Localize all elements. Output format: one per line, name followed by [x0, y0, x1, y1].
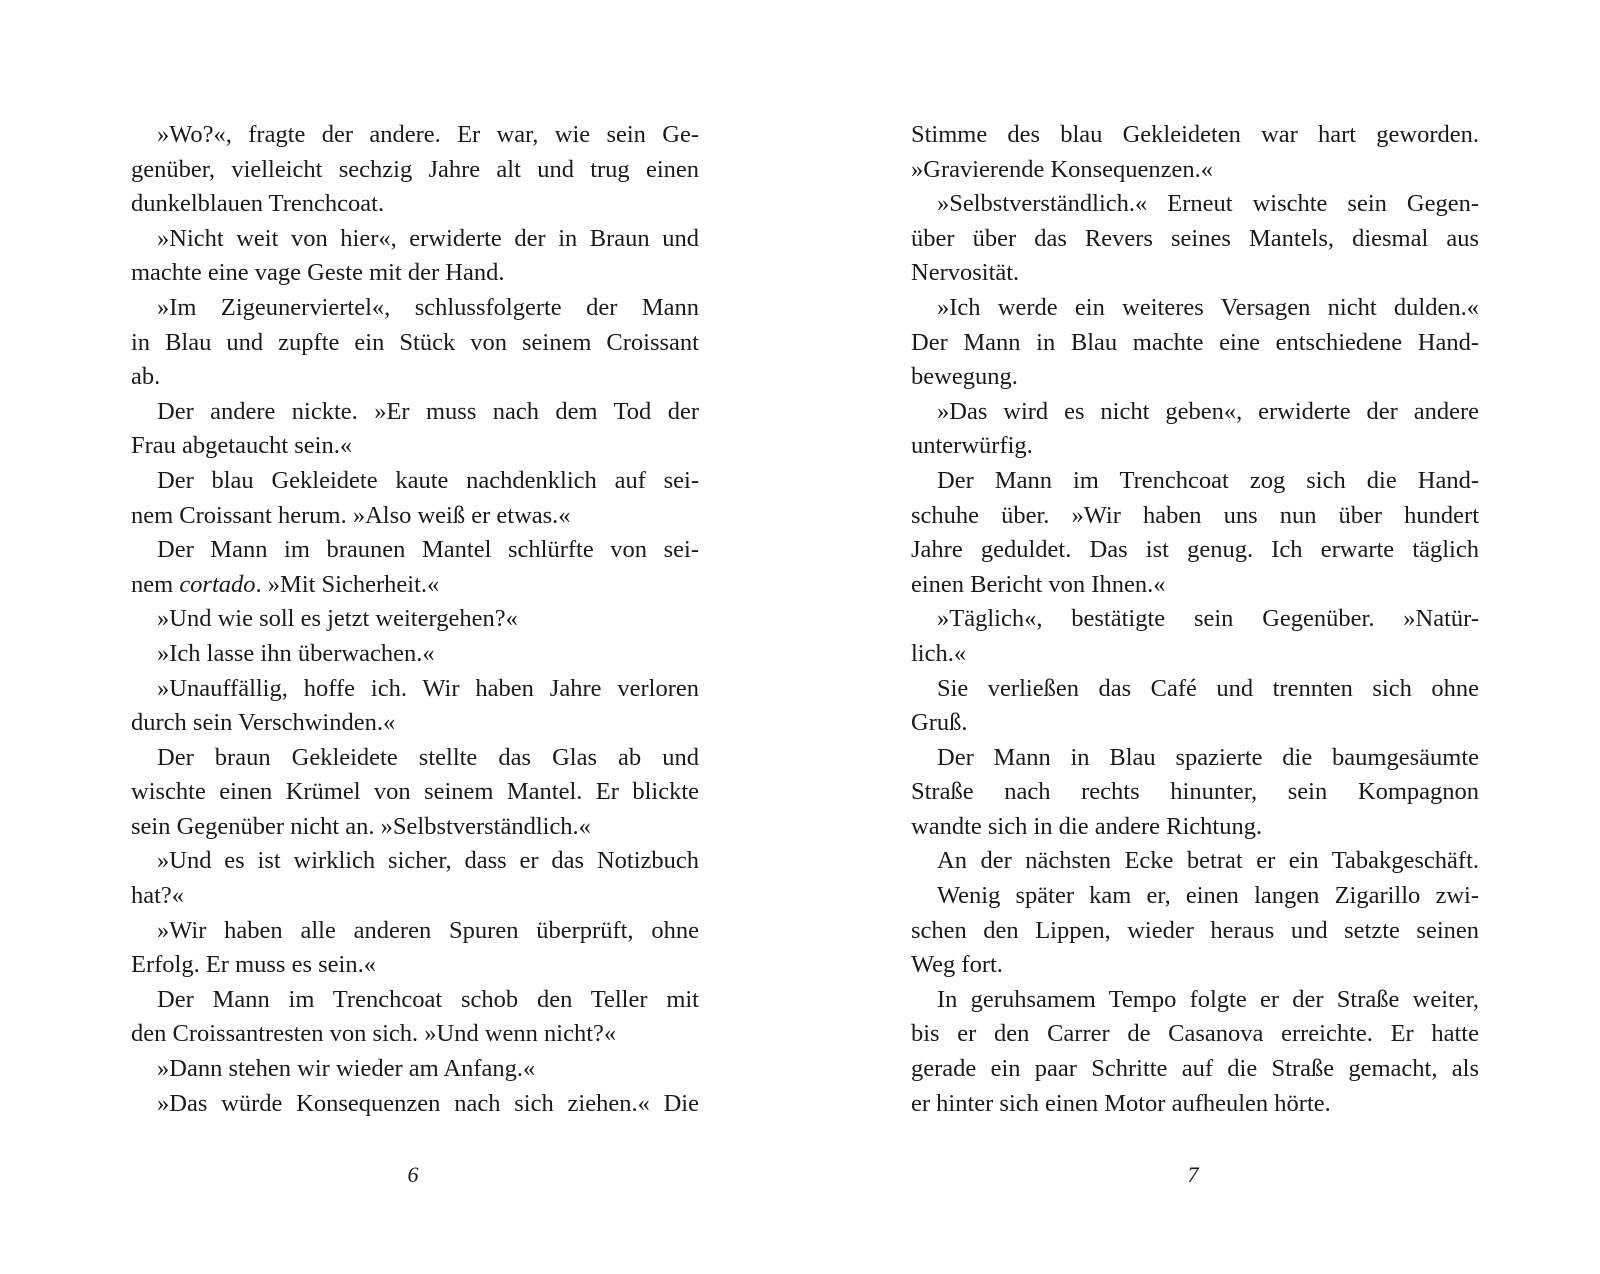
text-line: Der Mann im Trenchcoat schob den Teller mit — [157, 985, 699, 1013]
page-number-left: 6 — [407, 1162, 419, 1187]
text-line: über über das Revers seines Mantels, diesmal aus — [911, 224, 1479, 252]
text-line: »Und wie soll es jetzt weitergehen?« — [157, 605, 518, 633]
text-line: »Täglich«, bestätigte sein Gegenüber. »Natür- — [937, 605, 1479, 633]
text-line — [131, 568, 699, 603]
text-line: »Wo?«, fragte der andere. Er war, wie sein Ge- — [157, 121, 699, 148]
page-number-right: 7 — [1187, 1162, 1199, 1187]
text-line: genüber, vielleicht sechzig Jahre alt und trug einen — [131, 155, 699, 183]
text-line: Frau abgetaucht sein.« — [131, 432, 353, 460]
text-line: »Ich werde ein weiteres Versagen nicht dulden.« — [937, 293, 1479, 321]
text-line: Der Mann im braunen Mantel schlürfte von sei- — [157, 536, 699, 564]
text-line: Jahre geduldet. Das ist genug. Ich erwarte täglich — [911, 536, 1479, 564]
text-line: Straße nach rechts hinunter, sein Kompagnon — [911, 778, 1479, 806]
text-line: »Gravierende Konsequenzen.« — [911, 155, 1214, 183]
left-page-body — [131, 118, 699, 1121]
text-line: Nervosität. — [911, 259, 1020, 287]
text-line: Stimme des blau Gekleideten war hart geworden. — [911, 121, 1479, 148]
text-line: wischte einen Krümel von seinem Mantel. Er blickte — [131, 778, 699, 806]
text-run: nem — [131, 570, 180, 598]
text-line: »Im Zigeunerviertel«, schlussfolgerte der Mann — [157, 293, 699, 321]
italic-text-run: cortado — [179, 570, 256, 598]
text-line: machte eine vage Geste mit der Hand. — [131, 259, 505, 287]
text-line: Der Mann im Trenchcoat zog sich die Hand- — [937, 466, 1479, 494]
text-line: er hinter sich einen Motor aufheulen hörte. — [911, 1089, 1331, 1117]
text-line: unterwürfig. — [911, 432, 1033, 460]
text-line: In geruhsamem Tempo folgte er der Straße weiter, — [937, 985, 1479, 1013]
right-page-body — [911, 118, 1479, 1121]
text-line: Sie verließen das Café und trennten sich ohne — [937, 674, 1479, 702]
text-line: einen Bericht von Ihnen.« — [911, 570, 1166, 598]
text-line: Wenig später kam er, einen langen Zigarillo zwi- — [937, 882, 1479, 910]
text-line: An der nächsten Ecke betrat er ein Tabakgeschäft. — [937, 847, 1479, 875]
text-line: schen den Lippen, wieder heraus und setzte seinen — [911, 916, 1479, 944]
text-line: gerade ein paar Schritte auf die Straße gemacht, als — [911, 1055, 1479, 1083]
text-line: »Nicht weit von hier«, erwiderte der in Braun und — [157, 224, 699, 252]
text-line: in Blau und zupfte ein Stück von seinem Croissant — [131, 328, 699, 356]
text-line: »Das wird es nicht geben«, erwiderte der andere — [937, 397, 1479, 425]
text-line: lich.« — [911, 639, 967, 667]
text-line: dunkelblauen Trenchcoat. — [131, 190, 385, 218]
text-line: hat?« — [131, 882, 185, 910]
text-line: durch sein Verschwinden.« — [131, 709, 396, 737]
text-run: . »Mit Sicherheit.« — [255, 570, 440, 598]
text-line: »Unauffällig, hoffe ich. Wir haben Jahre verloren — [157, 674, 699, 702]
text-line: bewegung. — [911, 363, 1018, 391]
text-line: Weg fort. — [911, 951, 1003, 979]
text-line: Der Mann in Blau machte eine entschiedene Hand- — [911, 328, 1479, 356]
text-line: bis er den Carrer de Casanova erreichte. Er hatte — [911, 1020, 1479, 1048]
text-line: den Croissantresten von sich. »Und wenn nicht?« — [131, 1020, 617, 1048]
text-line: Der braun Gekleidete stellte das Glas ab und — [157, 743, 699, 771]
text-line: »Dann stehen wir wieder am Anfang.« — [157, 1055, 536, 1083]
text-line: Gruß. — [911, 709, 968, 737]
text-line: »Selbstverständlich.« Erneut wischte sein Gegen- — [937, 190, 1479, 218]
text-line: ab. — [131, 363, 161, 391]
text-line: wandte sich in die andere Richtung. — [911, 812, 1263, 840]
text-line: Der andere nickte. »Er muss nach dem Tod der — [157, 397, 699, 425]
text-line: »Wir haben alle anderen Spuren überprüft, ohne — [157, 916, 699, 944]
text-line: »Und es ist wirklich sicher, dass er das Notizbuch — [157, 847, 699, 875]
text-line: »Ich lasse ihn überwachen.« — [157, 639, 435, 667]
text-line: Der blau Gekleidete kaute nachdenklich auf sei- — [157, 466, 699, 494]
text-line: sein Gegenüber nicht an. »Selbstverständlich.« — [131, 812, 591, 840]
text-line: nem Croissant herum. »Also weiß er etwas.« — [131, 501, 571, 529]
text-line: schuhe über. »Wir haben uns nun über hundert — [911, 501, 1479, 529]
text-line: »Das würde Konsequenzen nach sich ziehen.« Die — [157, 1089, 699, 1117]
text-line: Der Mann in Blau spazierte die baumgesäumte — [937, 743, 1479, 771]
text-line: Erfolg. Er muss es sein.« — [131, 951, 376, 979]
